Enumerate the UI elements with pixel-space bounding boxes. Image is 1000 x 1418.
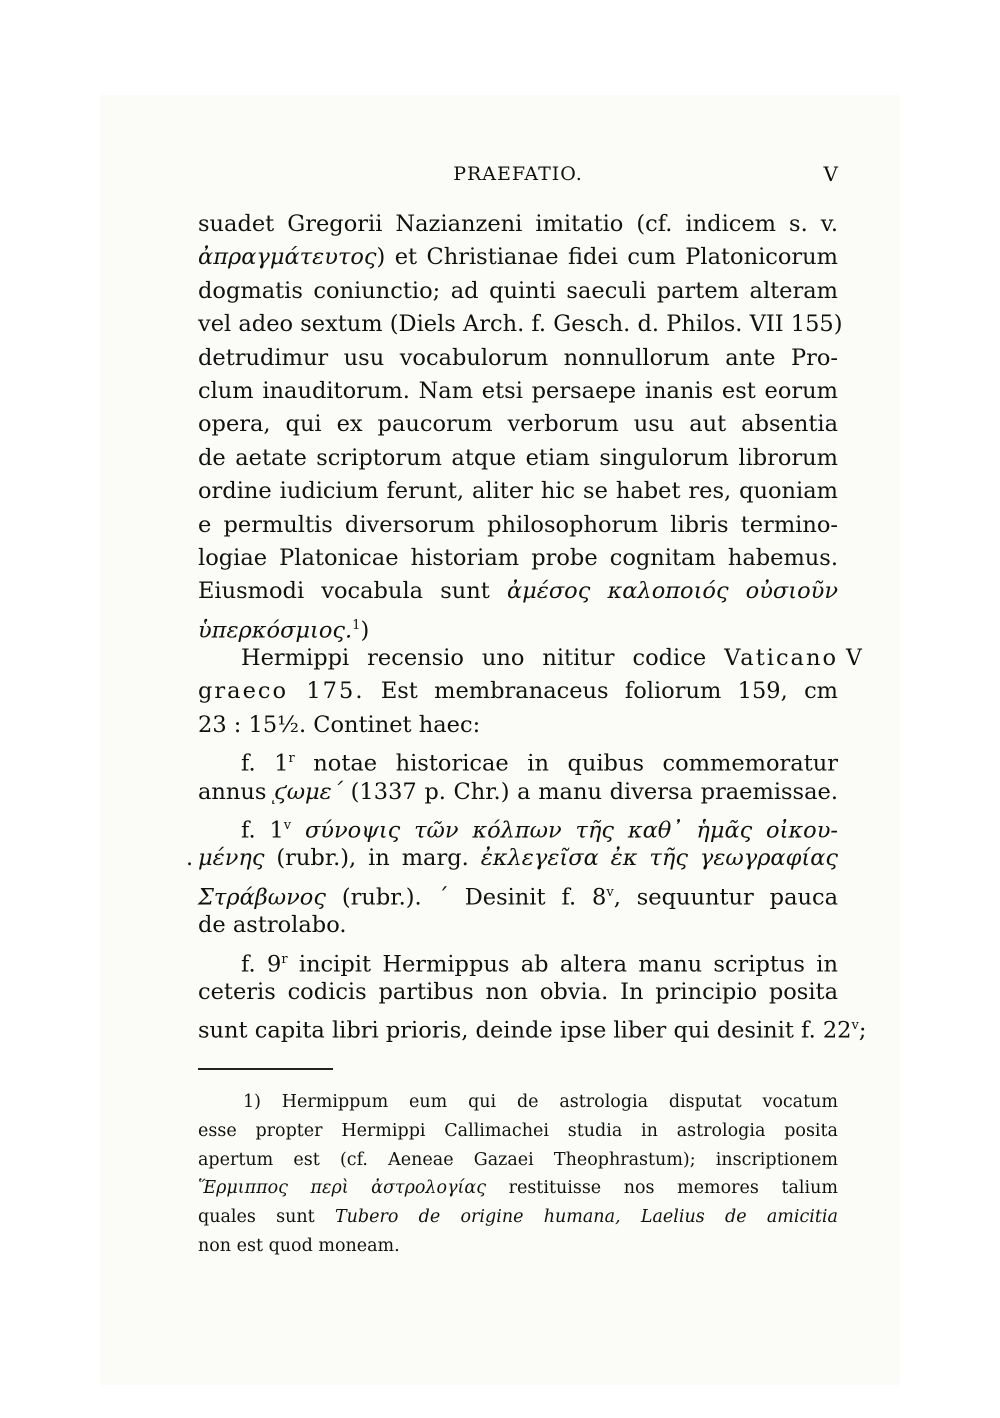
footnote-line: esse propter Hermippi Callimachei studia in astrologia posita [198, 1120, 838, 1141]
footnote [198, 1088, 838, 1261]
text-line: f. 1$^v$ σύνοψις τῶν κόλπων τῆς καθ᾽ ἡμᾶς οἰκου- [241, 817, 838, 844]
text-line: 23 : 15½. Continet haec: [198, 711, 481, 738]
text-line: annus ͅϛωμε΄ (1337 p. Chr.) a manu diversa praemissae. [198, 778, 838, 805]
text-line: sunt capita libri prioris, deinde ipse liber qui desinit f. 22$^v$; [198, 1017, 867, 1044]
margin-note: V [846, 646, 862, 672]
text-line: Eiusmodi vocabula sunt ἀμέσος καλοποιός οὐσιοῦν [198, 578, 838, 605]
text-line: ceteris codicis partibus non obvia. In principio posita [198, 978, 838, 1005]
text-line: Στράβωνος (rubr.). ΄ Desinit f. 8$^v$, sequuntur pauca [198, 884, 839, 911]
text-line: graeco 175. Est membranaceus foliorum 159, cm [198, 678, 838, 705]
footnote-line: apertum est (cf. Aeneae Gazaei Theophrastum); inscriptionem [198, 1149, 838, 1170]
text-line: . μένης (rubr.), in marg. ἐκλεγεῖσα ἐκ τῆς γεωγραφίας [198, 842, 838, 875]
text-line: detrudimur usu vocabulorum nonnullorum ante Pro- [198, 344, 838, 371]
footnote-line: 1) Hermippum eum qui de astrologia disputat vocatum [243, 1092, 838, 1112]
text-line: vel adeo sextum (Diels Arch. f. Gesch. d. Philos. VII 155) [198, 311, 843, 338]
page-header [198, 160, 838, 190]
text-line: clum inauditorum. Nam etsi persaepe inanis est eorum [198, 377, 838, 404]
text-line: de aetate scriptorum atque etiam singulorum librorum [198, 444, 838, 471]
text-line: Hermippi recensio uno nititur codice Vaticano V [198, 642, 838, 675]
text-line: f. 1$^r$ notae historicae in quibus commemoratur [241, 750, 838, 777]
text-line: dogmatis coniunctio; ad quinti saeculi partem alteram [198, 277, 838, 304]
text-line: ὑπερκόσμιος.$^1$) [198, 617, 370, 644]
footnote-rule [198, 1068, 333, 1070]
text-line: logiae Platonicae historiam probe cognitam habemus. [198, 544, 838, 571]
footnote-line: quales sunt Tubero de origine humana, Laelius de amicitia [198, 1207, 838, 1228]
margin-dot: . [186, 846, 193, 872]
running-title: PRAEFATIO. [453, 163, 583, 185]
text-line: ἀπραγμάτευτος) et Christianae fidei cum Platonicorum [198, 244, 838, 271]
page-number: V [823, 162, 838, 186]
footnote-line: Ἕρμιππος περὶ ἀστρολογίας restituisse nos memores talium [198, 1178, 838, 1199]
text-line: e permultis diversorum philosophorum libris termino- [198, 511, 838, 538]
main-text [186, 208, 867, 1044]
text-line: de astrolabo. [198, 912, 347, 939]
text-line: opera, qui ex paucorum verborum usu aut absentia [198, 411, 838, 438]
text-line: ordine iudicium ferunt, aliter hic se habet res, quoniam [198, 478, 838, 505]
footnote-line: non est quod moneam. [198, 1235, 400, 1256]
text-line: f. 9$^r$ incipit Hermippus ab altera manu scriptus in [241, 951, 838, 978]
text-line: suadet Gregorii Nazianzeni imitatio (cf. indicem s. v. [198, 211, 838, 237]
